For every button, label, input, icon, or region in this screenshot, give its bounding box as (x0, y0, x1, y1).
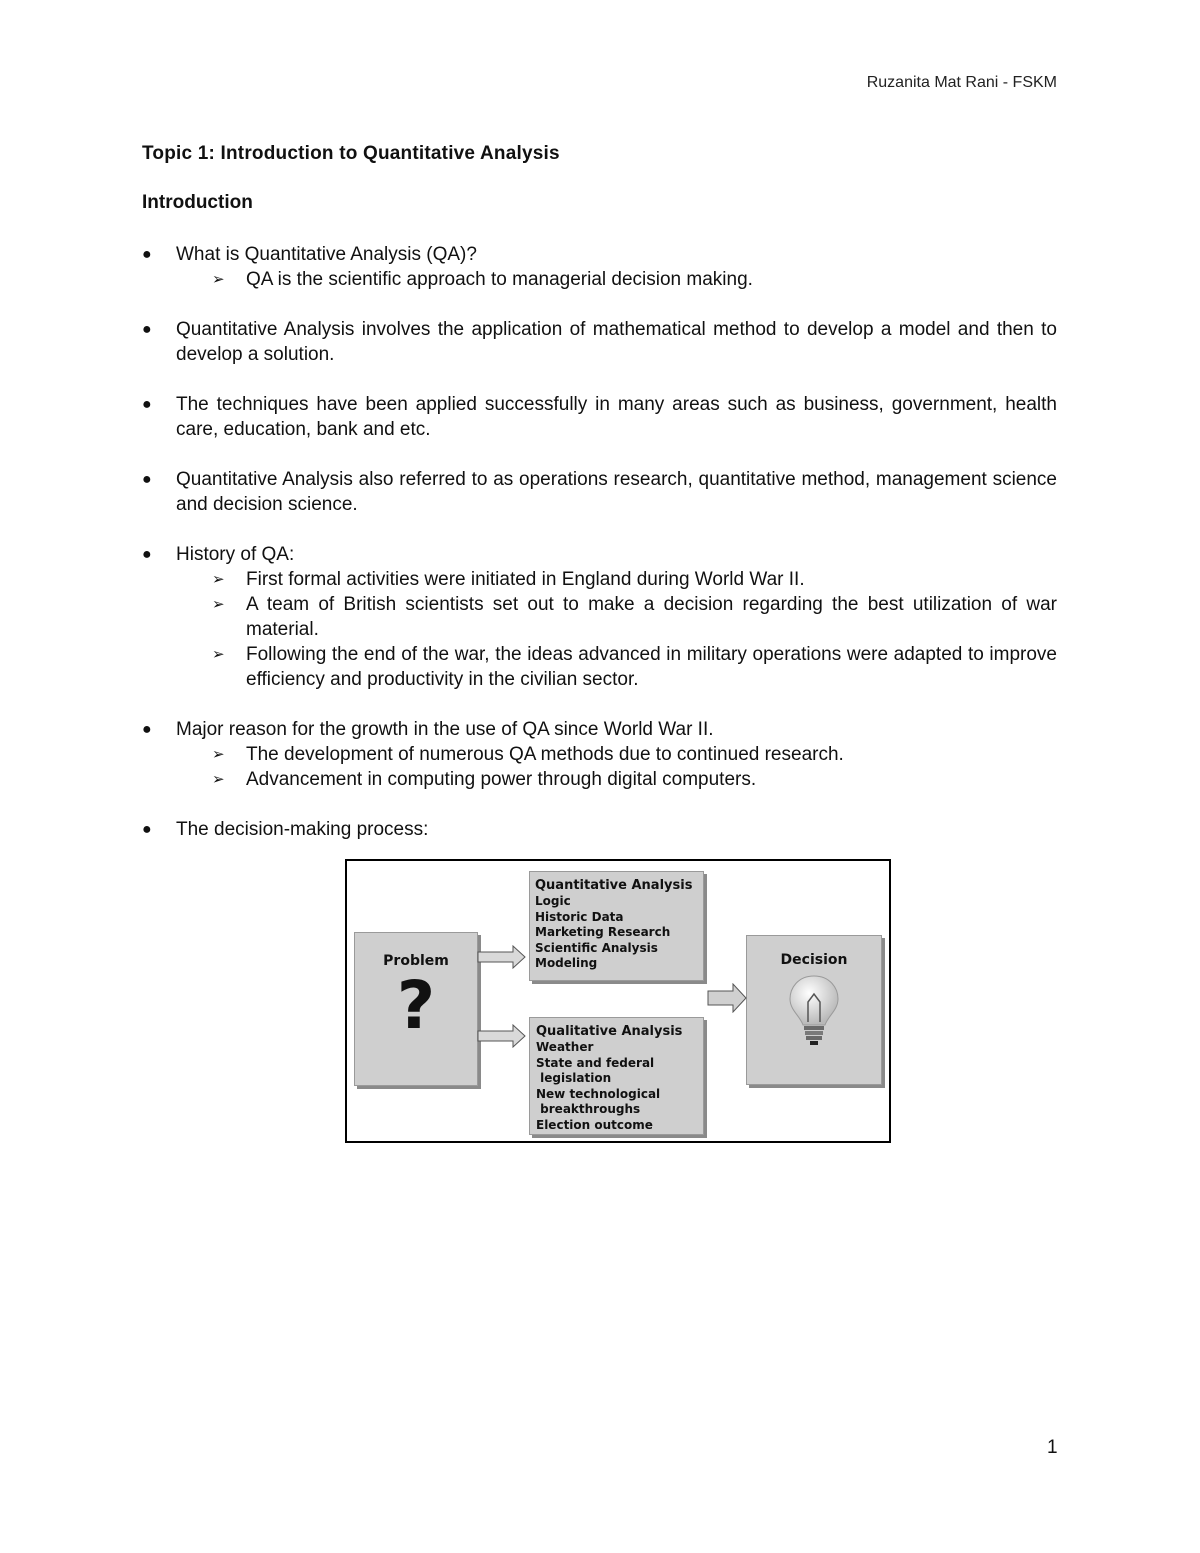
bullet-text: The decision-making process: (176, 819, 429, 840)
qualitative-analysis-box (529, 1017, 704, 1135)
lightbulb-icon (784, 972, 844, 1052)
qualitative-heading: Qualitative Analysis (536, 1024, 683, 1039)
diagram-item: Logic (535, 894, 571, 908)
arrow-to-qualitative-icon (477, 1024, 527, 1048)
bullet-text: What is Quantitative Analysis (QA)? (176, 244, 477, 265)
section-heading: Introduction (142, 192, 253, 213)
bullet-list (142, 242, 1057, 867)
qualitative-items (536, 1040, 703, 1133)
sub-item (176, 642, 1057, 692)
list-item (142, 392, 1057, 442)
sub-item (176, 567, 1057, 592)
list-item (142, 467, 1057, 517)
sub-item (176, 767, 1057, 792)
sub-item (176, 267, 1057, 292)
diagram-item: New technological (536, 1086, 661, 1101)
header-author: Ruzanita Mat Rani - FSKM (866, 74, 1057, 91)
arrow-to-quantitative-icon (477, 945, 527, 969)
bullet-text: Quantitative Analysis involves the application of mathematical method to develop a model and then to develop a solution. (176, 319, 1057, 365)
sub-item-text: A team of British scientists set out to make a decision regarding the best utilization of war material. (246, 594, 1057, 640)
question-mark-icon: ? (396, 967, 436, 1044)
decision-label: Decision (780, 952, 848, 968)
decision-process-diagram (345, 859, 891, 1143)
bullet-icon: ● (142, 821, 152, 838)
bullet-icon: ● (142, 321, 152, 338)
diagram-item: State and federal (536, 1055, 655, 1070)
bullet-icon: ● (142, 246, 152, 263)
list-item (142, 817, 1057, 842)
decision-box (746, 935, 882, 1085)
page-title: Topic 1: Introduction to Quantitative Analysis (142, 143, 560, 164)
arrowhead-bullet-icon: ➢ (212, 646, 225, 663)
bullet-icon: ● (142, 546, 152, 563)
list-item (142, 717, 1057, 792)
bullet-text: Quantitative Analysis also referred to as operations research, quantitative method, management science and decision science. (176, 469, 1057, 515)
bullet-icon: ● (142, 721, 152, 738)
quantitative-analysis-box (529, 871, 704, 981)
sub-item-text: The development of numerous QA methods due to continued research. (246, 744, 844, 765)
sub-list (176, 567, 1057, 692)
problem-box (354, 932, 478, 1086)
sub-list (176, 742, 1057, 792)
quantitative-heading: Quantitative Analysis (535, 878, 693, 893)
diagram-item: legislation (536, 1071, 612, 1085)
list-item (142, 317, 1057, 367)
bullet-icon: ● (142, 396, 152, 413)
list-item (142, 542, 1057, 692)
arrowhead-bullet-icon: ➢ (212, 571, 225, 588)
sub-item-text: Advancement in computing power through digital computers. (246, 769, 757, 790)
arrowhead-bullet-icon: ➢ (212, 271, 225, 288)
quantitative-items (535, 894, 703, 972)
diagram-item: Historic Data (535, 909, 624, 924)
diagram-item: breakthroughs (536, 1102, 641, 1116)
sub-item (176, 592, 1057, 642)
arrowhead-bullet-icon: ➢ (212, 746, 225, 763)
bullet-text: Major reason for the growth in the use of QA since World War II. (176, 719, 714, 740)
diagram-item: Election outcome (536, 1117, 653, 1132)
bullet-text: History of QA: (176, 544, 295, 565)
diagram-item: Marketing Research (535, 925, 671, 939)
diagram-item: Modeling (535, 956, 598, 970)
diagram-item: Weather (536, 1040, 594, 1054)
arrowhead-bullet-icon: ➢ (212, 596, 225, 613)
sub-item-text: QA is the scientific approach to managerial decision making. (246, 269, 753, 290)
sub-item-text: Following the end of the war, the ideas advanced in military operations were adapted to improve efficiency and productivity in the civilian sector. (246, 644, 1057, 690)
arrowhead-bullet-icon: ➢ (212, 771, 225, 788)
sub-item-text: First formal activities were initiated in England during World War II. (246, 569, 805, 590)
list-item (142, 242, 1057, 292)
problem-label: Problem (383, 953, 449, 969)
sub-item (176, 742, 1057, 767)
diagram-item: Scientific Analysis (535, 940, 658, 955)
bullet-text: The techniques have been applied successfully in many areas such as business, government, health care, education, bank and etc. (176, 394, 1057, 440)
bullet-icon: ● (142, 471, 152, 488)
sub-list (176, 267, 1057, 292)
page-number: 1 (1047, 1437, 1058, 1458)
arrow-to-decision-icon (707, 983, 747, 1013)
